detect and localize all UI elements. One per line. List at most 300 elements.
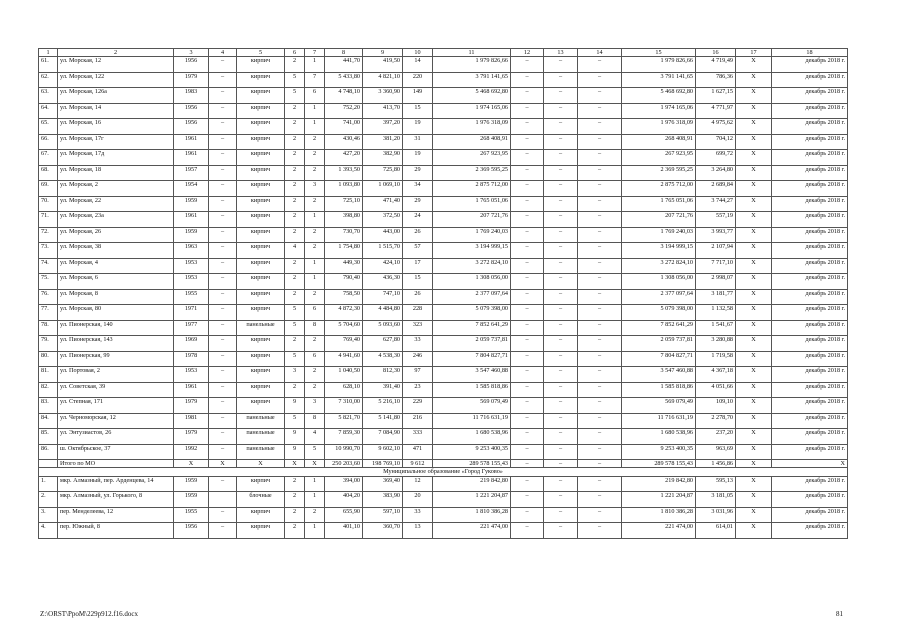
cell-col-13: – — [544, 476, 578, 492]
cell-col-17: X — [736, 134, 772, 150]
cell-col-7: 5 — [305, 444, 325, 460]
table-row — [39, 119, 848, 135]
cell-col-7: 1 — [305, 476, 325, 492]
cell-col-18: декабрь 2018 г. — [772, 398, 848, 414]
cell-col-5: X — [237, 460, 285, 468]
cell-col-2: пер. Южный, 8 — [58, 523, 174, 539]
cell-col-15: 221 474,00 — [622, 523, 696, 539]
cell-col-3: 3 — [174, 49, 209, 57]
cell-col-9: 812,30 — [363, 367, 403, 383]
cell-col-4: – — [209, 523, 237, 539]
cell-col-3: 1961 — [174, 150, 209, 166]
cell-col-1: 83. — [39, 398, 58, 414]
cell-col-8: 404,20 — [325, 492, 363, 508]
cell-col-2: ул. Морская, 16 — [58, 119, 174, 135]
cell-col-18: декабрь 2018 г. — [772, 367, 848, 383]
cell-col-6: 9 — [285, 444, 305, 460]
cell-col-17: X — [736, 523, 772, 539]
cell-col-2: ул. Черноморская, 12 — [58, 413, 174, 429]
cell-col-8: 752,20 — [325, 103, 363, 119]
cell-col-10: 26 — [403, 227, 433, 243]
cell-col-3: 1954 — [174, 181, 209, 197]
table-row — [39, 367, 848, 383]
document-path: Z:\ORST\PpoM\229p912.f16.docx — [40, 610, 139, 618]
cell-col-2: ул. Морская, 17г — [58, 134, 174, 150]
cell-col-2: ул. Морская, 23а — [58, 212, 174, 228]
cell-col-1: 61. — [39, 57, 58, 73]
cell-col-6: 2 — [285, 119, 305, 135]
cell-col-5: панельные — [237, 320, 285, 336]
cell-col-11: 9 253 400,35 — [433, 444, 511, 460]
cell-col-18: декабрь 2018 г. — [772, 243, 848, 259]
cell-col-3: X — [174, 460, 209, 468]
cell-col-1: 77. — [39, 305, 58, 321]
cell-col-13: – — [544, 320, 578, 336]
cell-col-14: – — [578, 243, 622, 259]
cell-col-11: 268 408,91 — [433, 134, 511, 150]
cell-col-10: 57 — [403, 243, 433, 259]
cell-col-17: 17 — [736, 49, 772, 57]
cell-col-8: 1 093,80 — [325, 181, 363, 197]
cell-col-17: X — [736, 227, 772, 243]
cell-col-14: – — [578, 367, 622, 383]
cell-col-9: 9 — [363, 49, 403, 57]
cell-col-7: 8 — [305, 320, 325, 336]
cell-col-3: 1959 — [174, 227, 209, 243]
cell-col-10: 246 — [403, 351, 433, 367]
cell-col-3: 1963 — [174, 243, 209, 259]
cell-col-3: 1981 — [174, 413, 209, 429]
cell-col-15: 569 079,49 — [622, 398, 696, 414]
cell-col-13: 13 — [544, 49, 578, 57]
table-row — [39, 274, 848, 290]
cell-col-18: декабрь 2018 г. — [772, 57, 848, 73]
cell-col-17: X — [736, 274, 772, 290]
cell-col-15: 1 810 386,28 — [622, 507, 696, 523]
cell-col-5: кирпич — [237, 212, 285, 228]
cell-col-12: – — [511, 103, 544, 119]
cell-col-18: декабрь 2018 г. — [772, 119, 848, 135]
cell-col-14: – — [578, 274, 622, 290]
cell-col-8: 401,10 — [325, 523, 363, 539]
cell-col-2: ул. Морская, 12 — [58, 57, 174, 73]
cell-col-12: – — [511, 460, 544, 468]
cell-col-13: – — [544, 119, 578, 135]
cell-col-2: ул. Пионерская, 140 — [58, 320, 174, 336]
cell-col-5: кирпич — [237, 258, 285, 274]
cell-col-5: кирпич — [237, 523, 285, 539]
cell-col-5: панельные — [237, 444, 285, 460]
cell-col-2: ул. Степная, 171 — [58, 398, 174, 414]
cell-col-3: 1953 — [174, 258, 209, 274]
cell-col-14: – — [578, 72, 622, 88]
cell-col-16: 2 278,70 — [696, 413, 736, 429]
cell-col-17: X — [736, 507, 772, 523]
cell-col-6: 4 — [285, 243, 305, 259]
cell-col-16: 7 717,10 — [696, 258, 736, 274]
cell-col-6: 2 — [285, 181, 305, 197]
cell-col-14: – — [578, 134, 622, 150]
table-row — [39, 398, 848, 414]
cell-col-8: 1 393,50 — [325, 165, 363, 181]
cell-col-6: 2 — [285, 289, 305, 305]
cell-col-12: – — [511, 227, 544, 243]
cell-col-15: 219 842,80 — [622, 476, 696, 492]
cell-col-11: 1 308 056,00 — [433, 274, 511, 290]
cell-col-14: – — [578, 305, 622, 321]
cell-col-9: 7 084,90 — [363, 429, 403, 445]
cell-col-6: 2 — [285, 258, 305, 274]
cell-col-15: 1 221 204,87 — [622, 492, 696, 508]
cell-col-13: – — [544, 382, 578, 398]
cell-col-17: X — [736, 398, 772, 414]
cell-col-8: 4 872,30 — [325, 305, 363, 321]
cell-col-6: 5 — [285, 320, 305, 336]
cell-col-1: 75. — [39, 274, 58, 290]
cell-col-15: 267 923,95 — [622, 150, 696, 166]
cell-col-6: 2 — [285, 507, 305, 523]
table-row — [39, 305, 848, 321]
cell-col-17: X — [736, 243, 772, 259]
cell-col-8: 441,70 — [325, 57, 363, 73]
table-row — [39, 382, 848, 398]
cell-col-16: 614,01 — [696, 523, 736, 539]
cell-col-1: 65. — [39, 119, 58, 135]
cell-col-15: 11 716 631,19 — [622, 413, 696, 429]
cell-col-9: 3 360,90 — [363, 88, 403, 104]
cell-col-16: 3 031,96 — [696, 507, 736, 523]
cell-col-2: пер. Менделеева, 12 — [58, 507, 174, 523]
cell-col-1: 73. — [39, 243, 58, 259]
cell-col-5: кирпич — [237, 243, 285, 259]
cell-col-14: – — [578, 289, 622, 305]
cell-col-13: – — [544, 336, 578, 352]
cell-col-3: 1969 — [174, 336, 209, 352]
cell-col-1: 1 — [39, 49, 58, 57]
cell-col-12: – — [511, 305, 544, 321]
cell-col-11: 219 842,80 — [433, 476, 511, 492]
cell-col-3: 1959 — [174, 492, 209, 508]
cell-col-1: 70. — [39, 196, 58, 212]
cell-col-17: X — [736, 181, 772, 197]
cell-col-5: кирпич — [237, 351, 285, 367]
cell-col-17: X — [736, 165, 772, 181]
cell-col-1: 69. — [39, 181, 58, 197]
cell-col-3: 1953 — [174, 274, 209, 290]
cell-col-13: – — [544, 57, 578, 73]
cell-col-17: X — [736, 57, 772, 73]
cell-col-17: X — [736, 460, 772, 468]
cell-col-14: – — [578, 103, 622, 119]
cell-col-13: – — [544, 429, 578, 445]
cell-col-16: 4 975,62 — [696, 119, 736, 135]
cell-col-13: – — [544, 227, 578, 243]
table-row — [39, 289, 848, 305]
cell-col-2: ш. Октябрьское, 37 — [58, 444, 174, 460]
cell-col-17: X — [736, 336, 772, 352]
cell-col-14: – — [578, 476, 622, 492]
cell-col-7: 1 — [305, 119, 325, 135]
cell-col-9: 471,40 — [363, 196, 403, 212]
cell-col-4: – — [209, 320, 237, 336]
cell-col-1: 82. — [39, 382, 58, 398]
cell-col-7: 7 — [305, 72, 325, 88]
cell-col-2: ул. Морская, 14 — [58, 103, 174, 119]
cell-col-1: 74. — [39, 258, 58, 274]
cell-col-2: ул. Морская, 4 — [58, 258, 174, 274]
cell-col-2: ул. Морская, 26 — [58, 227, 174, 243]
cell-col-17: X — [736, 305, 772, 321]
cell-col-16: 3 993,77 — [696, 227, 736, 243]
cell-col-14: – — [578, 119, 622, 135]
cell-col-5: кирпич — [237, 382, 285, 398]
cell-col-10: 23 — [403, 382, 433, 398]
cell-col-9: 397,20 — [363, 119, 403, 135]
cell-col-4: – — [209, 367, 237, 383]
cell-col-18: декабрь 2018 г. — [772, 320, 848, 336]
cell-col-4: – — [209, 196, 237, 212]
cell-col-1: 86. — [39, 444, 58, 460]
cell-col-13: – — [544, 88, 578, 104]
cell-col-4: – — [209, 289, 237, 305]
table-row — [39, 227, 848, 243]
cell-col-10: 29 — [403, 196, 433, 212]
cell-col-11: 289 578 155,43 — [433, 460, 511, 468]
cell-col-3: 1977 — [174, 320, 209, 336]
cell-col-16: 704,12 — [696, 134, 736, 150]
cell-col-11: 1 680 538,96 — [433, 429, 511, 445]
cell-col-16: 1 132,58 — [696, 305, 736, 321]
cell-col-9: 4 538,30 — [363, 351, 403, 367]
cell-col-17: X — [736, 258, 772, 274]
cell-col-16: 4 771,97 — [696, 103, 736, 119]
cell-col-17: X — [736, 320, 772, 336]
cell-col-12: – — [511, 336, 544, 352]
cell-col-17: X — [736, 212, 772, 228]
cell-col-4: 4 — [209, 49, 237, 57]
cell-col-5: кирпич — [237, 72, 285, 88]
cell-col-9: 360,70 — [363, 523, 403, 539]
cell-col-12: – — [511, 492, 544, 508]
cell-col-14: – — [578, 320, 622, 336]
cell-col-6: 2 — [285, 492, 305, 508]
cell-col-4 — [209, 492, 237, 508]
cell-col-8: 394,00 — [325, 476, 363, 492]
cell-col-16: 16 — [696, 49, 736, 57]
cell-col-9: 424,10 — [363, 258, 403, 274]
cell-col-6: 5 — [285, 351, 305, 367]
cell-col-15: 3 547 460,88 — [622, 367, 696, 383]
cell-col-4: – — [209, 444, 237, 460]
cell-col-14: – — [578, 351, 622, 367]
cell-col-9: 381,20 — [363, 134, 403, 150]
cell-col-8: 398,80 — [325, 212, 363, 228]
cell-col-8: 730,70 — [325, 227, 363, 243]
cell-col-15: 3 194 999,15 — [622, 243, 696, 259]
cell-col-8: 4 748,10 — [325, 88, 363, 104]
cell-col-11: 5 079 398,00 — [433, 305, 511, 321]
cell-col-11: 2 059 737,81 — [433, 336, 511, 352]
cell-col-5: кирпич — [237, 305, 285, 321]
cell-col-12: – — [511, 88, 544, 104]
table-row — [39, 150, 848, 166]
cell-col-13: – — [544, 444, 578, 460]
housing-register-table — [38, 48, 848, 539]
cell-col-15: 268 408,91 — [622, 134, 696, 150]
cell-col-1: 71. — [39, 212, 58, 228]
cell-col-17: X — [736, 476, 772, 492]
cell-col-10: 471 — [403, 444, 433, 460]
cell-col-11: 1 585 818,86 — [433, 382, 511, 398]
cell-col-3: 1992 — [174, 444, 209, 460]
cell-col-18: 18 — [772, 49, 848, 57]
cell-col-3: 1956 — [174, 103, 209, 119]
cell-col-15: 2 369 595,25 — [622, 165, 696, 181]
cell-col-7: 2 — [305, 196, 325, 212]
cell-col-16: 3 181,77 — [696, 289, 736, 305]
cell-col-7: 8 — [305, 413, 325, 429]
cell-col-5: 5 — [237, 49, 285, 57]
cell-col-12: – — [511, 382, 544, 398]
cell-col-5: кирпич — [237, 227, 285, 243]
cell-col-8: 758,50 — [325, 289, 363, 305]
cell-col-11: 3 194 999,15 — [433, 243, 511, 259]
cell-col-17: X — [736, 72, 772, 88]
cell-col-10: 97 — [403, 367, 433, 383]
cell-col-10: 9 612 — [403, 460, 433, 468]
table-row — [39, 523, 848, 539]
table-row — [39, 351, 848, 367]
cell-col-10: 229 — [403, 398, 433, 414]
table-row — [39, 103, 848, 119]
cell-col-18: декабрь 2018 г. — [772, 507, 848, 523]
cell-col-2: 2 — [58, 49, 174, 57]
cell-col-16: 699,72 — [696, 150, 736, 166]
cell-col-13: – — [544, 103, 578, 119]
cell-col-9: 413,70 — [363, 103, 403, 119]
cell-col-11: 1 810 386,28 — [433, 507, 511, 523]
cell-col-6: 2 — [285, 212, 305, 228]
cell-col-8: 5 433,80 — [325, 72, 363, 88]
cell-col-7: 1 — [305, 258, 325, 274]
cell-col-6: 2 — [285, 382, 305, 398]
table-row — [39, 88, 848, 104]
cell-col-6: 6 — [285, 49, 305, 57]
cell-col-15: 15 — [622, 49, 696, 57]
cell-col-15: 5 468 692,80 — [622, 88, 696, 104]
cell-col-8: 4 941,60 — [325, 351, 363, 367]
cell-col-16: 1 541,67 — [696, 320, 736, 336]
cell-col-15: 1 765 051,06 — [622, 196, 696, 212]
table-row — [39, 476, 848, 492]
cell-col-7: 2 — [305, 382, 325, 398]
cell-col-6: 2 — [285, 274, 305, 290]
cell-col-5: кирпич — [237, 88, 285, 104]
cell-col-12: – — [511, 165, 544, 181]
cell-col-14: – — [578, 150, 622, 166]
table-row — [39, 413, 848, 429]
cell-col-17: X — [736, 88, 772, 104]
cell-col-1: 80. — [39, 351, 58, 367]
table-row — [39, 165, 848, 181]
cell-col-10: 15 — [403, 103, 433, 119]
cell-col-13: – — [544, 460, 578, 468]
cell-col-2: ул. Морская, 22 — [58, 196, 174, 212]
cell-col-3: 1955 — [174, 507, 209, 523]
cell-col-16: 2 689,84 — [696, 181, 736, 197]
cell-col-7: 6 — [305, 305, 325, 321]
cell-col-16: 1 456,86 — [696, 460, 736, 468]
cell-col-2: ул. Морская, 122 — [58, 72, 174, 88]
table-row — [39, 181, 848, 197]
cell-col-17: X — [736, 492, 772, 508]
cell-col-10: 14 — [403, 57, 433, 73]
table-row — [39, 196, 848, 212]
cell-col-5: кирпич — [237, 367, 285, 383]
cell-col-15: 3 272 824,10 — [622, 258, 696, 274]
cell-col-12: – — [511, 429, 544, 445]
cell-col-13: – — [544, 507, 578, 523]
cell-col-13: – — [544, 212, 578, 228]
cell-col-15: 1 585 818,86 — [622, 382, 696, 398]
cell-col-10: 12 — [403, 476, 433, 492]
cell-col-18: X — [772, 460, 848, 468]
cell-col-11: 7 804 827,71 — [433, 351, 511, 367]
cell-col-10: 24 — [403, 212, 433, 228]
cell-col-16: 3 264,80 — [696, 165, 736, 181]
cell-col-16: 1 627,15 — [696, 88, 736, 104]
cell-col-8: 769,40 — [325, 336, 363, 352]
cell-col-12: 12 — [511, 49, 544, 57]
cell-col-10: 17 — [403, 258, 433, 274]
cell-col-18: декабрь 2018 г. — [772, 476, 848, 492]
cell-col-14: – — [578, 382, 622, 398]
cell-col-7: 1 — [305, 212, 325, 228]
cell-col-3: 1979 — [174, 72, 209, 88]
cell-col-7: 2 — [305, 367, 325, 383]
cell-col-13: – — [544, 150, 578, 166]
cell-col-2: ул. Пионерская, 143 — [58, 336, 174, 352]
cell-col-10: 216 — [403, 413, 433, 429]
cell-col-1: 1. — [39, 476, 58, 492]
cell-col-8: 5 821,70 — [325, 413, 363, 429]
cell-col-16: 557,19 — [696, 212, 736, 228]
cell-col-1: 76. — [39, 289, 58, 305]
cell-col-4: – — [209, 57, 237, 73]
cell-col-4: – — [209, 72, 237, 88]
cell-col-6: 5 — [285, 72, 305, 88]
cell-col-12: – — [511, 181, 544, 197]
cell-col-14: – — [578, 492, 622, 508]
cell-col-15: 7 804 827,71 — [622, 351, 696, 367]
cell-col-1: 81. — [39, 367, 58, 383]
cell-col-12: – — [511, 274, 544, 290]
cell-col-12: – — [511, 351, 544, 367]
cell-col-6: 2 — [285, 476, 305, 492]
cell-col-15: 5 079 398,00 — [622, 305, 696, 321]
cell-col-6: 2 — [285, 336, 305, 352]
cell-col-14: – — [578, 258, 622, 274]
cell-col-10: 15 — [403, 274, 433, 290]
cell-col-5: кирпич — [237, 119, 285, 135]
cell-col-15: 1 976 318,09 — [622, 119, 696, 135]
cell-col-5: кирпич — [237, 274, 285, 290]
cell-col-7: 2 — [305, 507, 325, 523]
table-row — [39, 320, 848, 336]
cell-col-2: ул. Портовая, 2 — [58, 367, 174, 383]
cell-col-6: X — [285, 460, 305, 468]
cell-col-4: – — [209, 382, 237, 398]
